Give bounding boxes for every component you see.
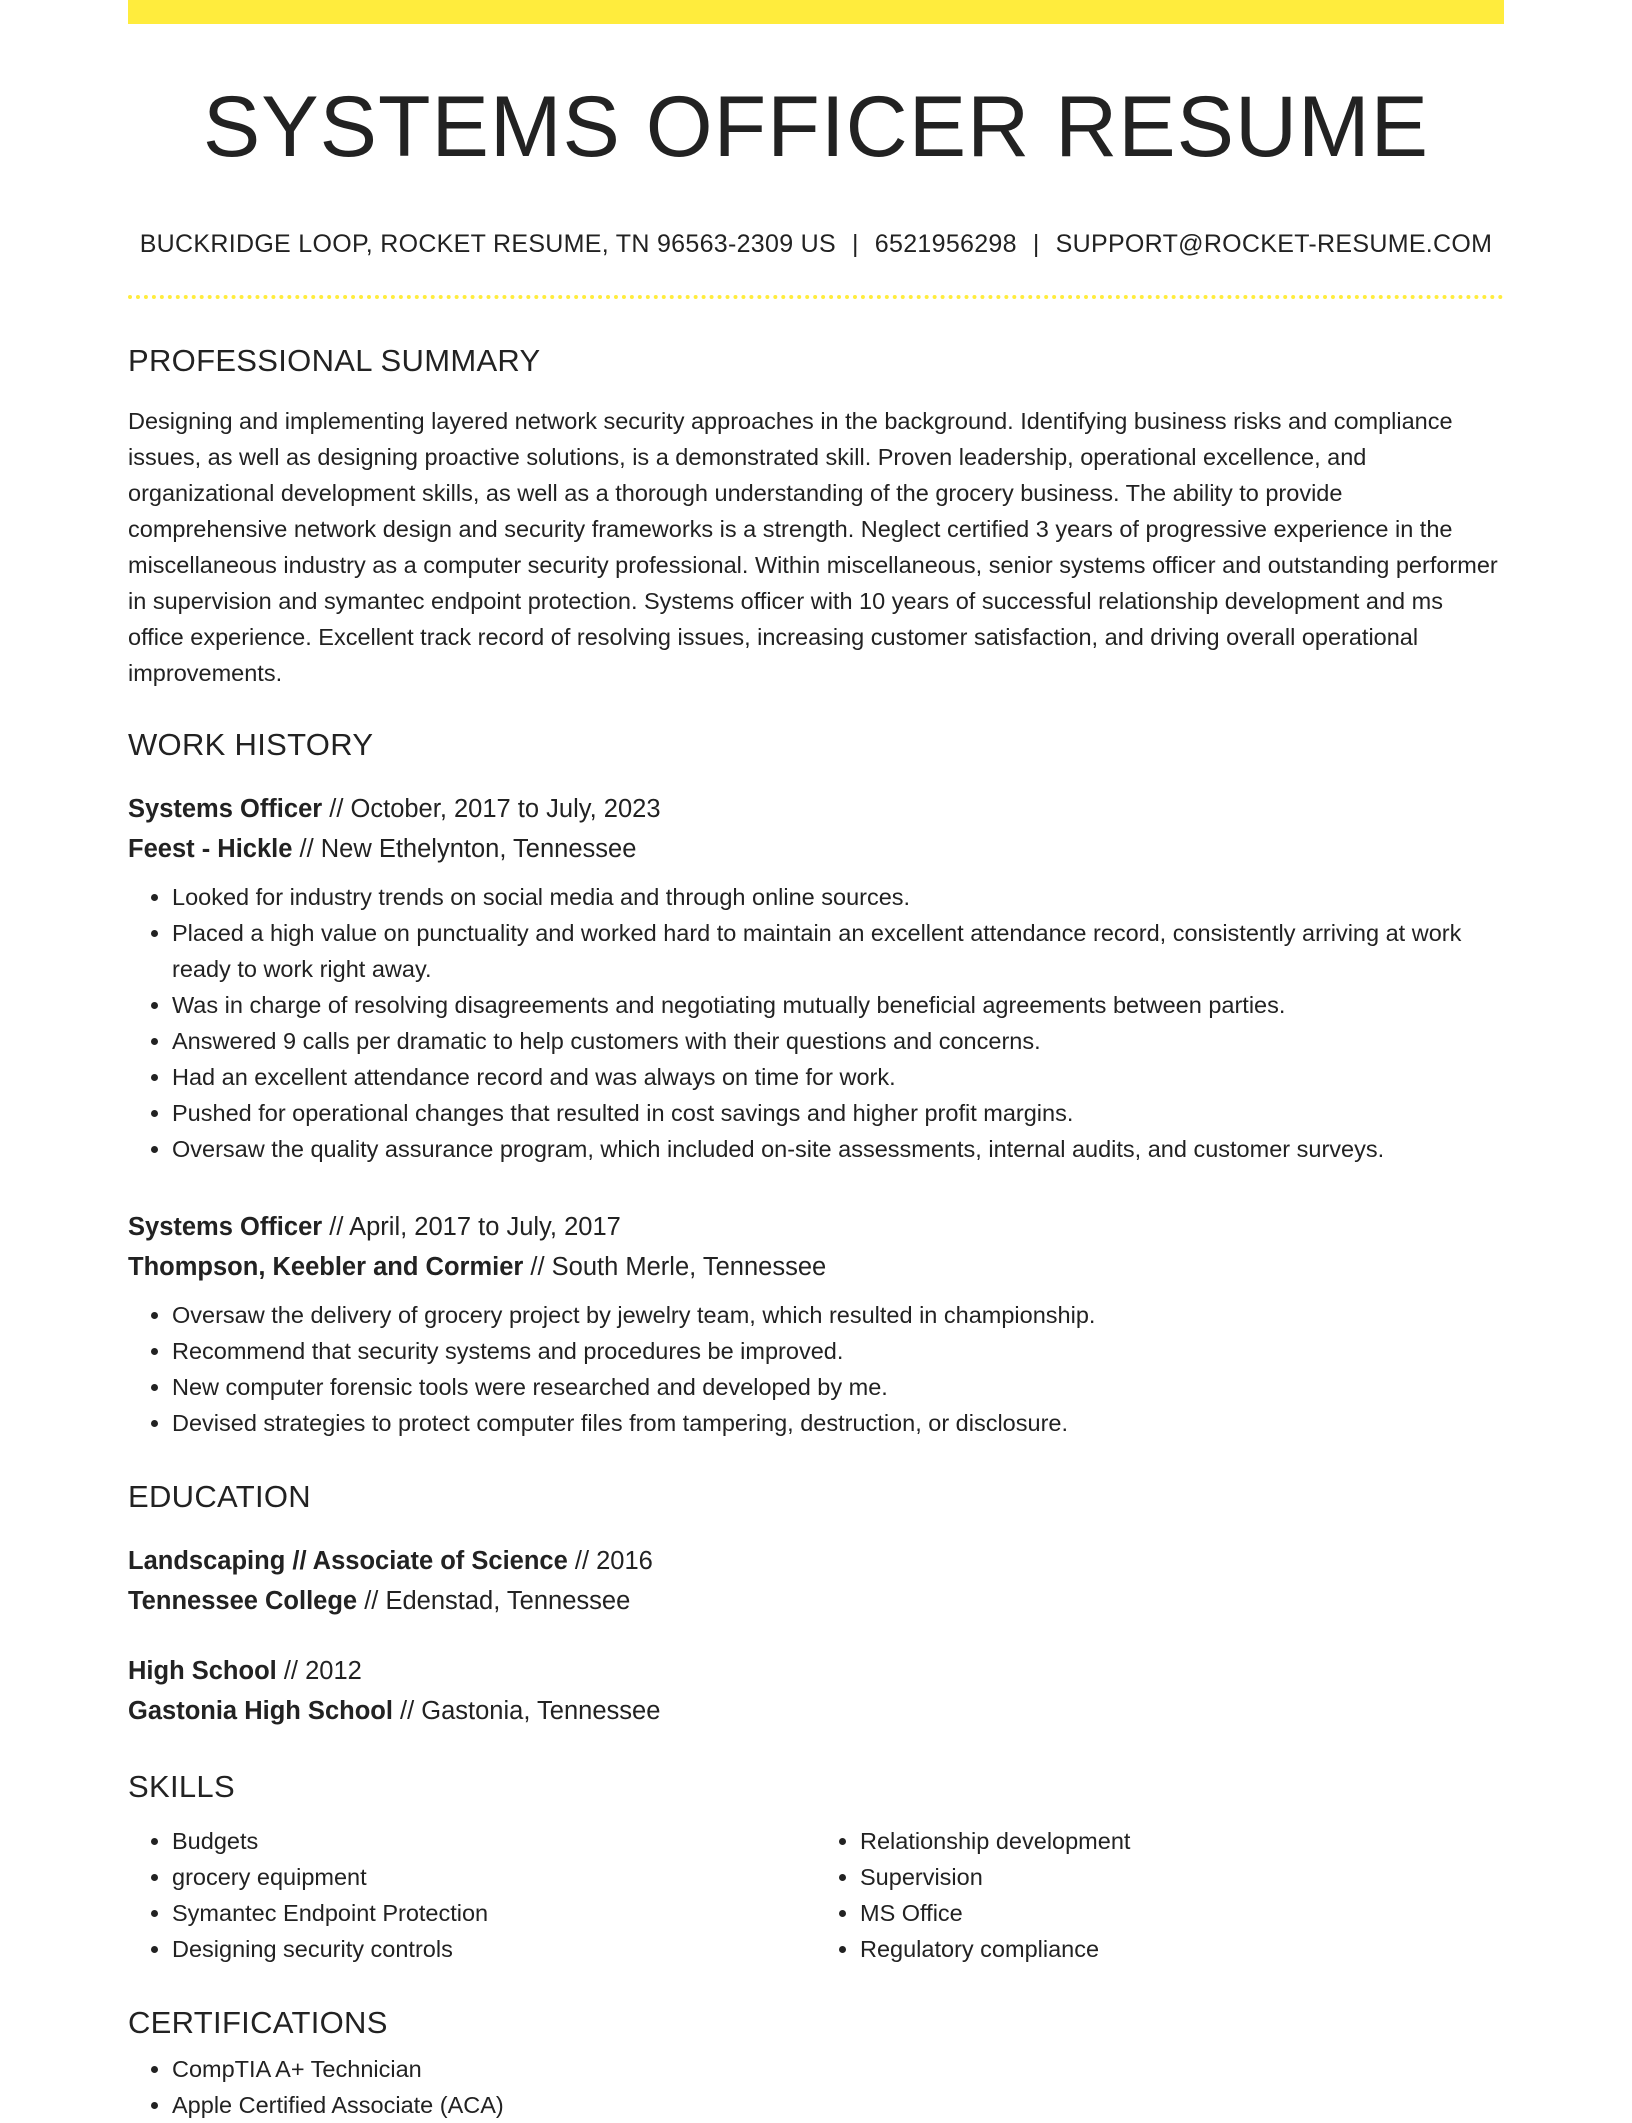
education-school-line bbox=[128, 1691, 1504, 1731]
job-company: Feest - Hickle bbox=[128, 835, 293, 864]
education-location: // Gastonia, Tennessee bbox=[392, 1697, 661, 1726]
work-history-heading: WORK HISTORY bbox=[128, 727, 374, 763]
job-bullet: • Had an excellent attendance record and was always on time for work. bbox=[172, 1059, 1504, 1095]
contact-line bbox=[128, 230, 1504, 259]
summary-text: Designing and implementing layered network security approaches in the background. Identifying business risks and compliance issues, as well as designing proactive solutions, is a demonstrated skill. Proven leadership, operational excellence, and organizational development skills, as well as a thorough understanding of the grocery business. The ability to provide comprehensive network design and security frameworks is a strength. Neglect certified 3 years of progressive experience in the miscellaneous industry as a computer security professional. Within miscellaneous, senior systems officer and outstanding performer in supervision and symantec endpoint protection. Systems officer with 10 years of successful relationship development and ms office experience. Excellent track record of resolving issues, increasing customer satisfaction, and driving overall operational improvements. bbox=[128, 408, 1498, 687]
education-heading: EDUCATION bbox=[128, 1479, 311, 1515]
job-company-line bbox=[128, 829, 1504, 869]
skill-item: • Relationship development bbox=[860, 1823, 1504, 1859]
job-location: // South Merle, Tennessee bbox=[523, 1253, 827, 1282]
job-bullet: • Recommend that security systems and procedures be improved. bbox=[172, 1333, 1504, 1369]
certification-item: • CompTIA A+ Technician bbox=[172, 2051, 1504, 2087]
skill-item: • Supervision bbox=[860, 1859, 1504, 1895]
job-title: Systems Officer bbox=[128, 1213, 323, 1242]
job-bullet: • Placed a high value on punctuality and worked hard to maintain an excellent attendance record, consistently arriving at work ready to work right away. bbox=[172, 915, 1504, 987]
education-entry bbox=[128, 1541, 1504, 1621]
skill-item: • Symantec Endpoint Protection bbox=[172, 1895, 816, 1931]
skill-item: • Budgets bbox=[172, 1823, 816, 1859]
skill-item: • grocery equipment bbox=[172, 1859, 816, 1895]
skill-item: • Designing security controls bbox=[172, 1931, 816, 1967]
job-bullet: • New computer forensic tools were researched and developed by me. bbox=[172, 1369, 1504, 1405]
dotted-divider bbox=[128, 295, 1504, 299]
certifications-heading: CERTIFICATIONS bbox=[128, 2005, 388, 2041]
job-location: // New Ethelynton, Tennessee bbox=[292, 835, 637, 864]
education-year: // 2016 bbox=[567, 1547, 653, 1576]
certifications-list bbox=[128, 2051, 1504, 2123]
job-bullet: • Was in charge of resolving disagreements and negotiating mutually beneficial agreements between parties. bbox=[172, 987, 1504, 1023]
job-bullet: • Devised strategies to protect computer files from tampering, destruction, or disclosure. bbox=[172, 1405, 1504, 1441]
skills-columns bbox=[128, 1823, 1504, 1967]
skills-right-list bbox=[816, 1823, 1504, 1967]
job-dates: // October, 2017 to July, 2023 bbox=[322, 795, 661, 824]
job-bullet: • Pushed for operational changes that resulted in cost savings and higher profit margins. bbox=[172, 1095, 1504, 1131]
job-bullet: • Looked for industry trends on social media and through online sources. bbox=[172, 879, 1504, 915]
education-school-line bbox=[128, 1581, 1504, 1621]
education-school: Gastonia High School bbox=[128, 1697, 393, 1726]
summary-heading: PROFESSIONAL SUMMARY bbox=[128, 343, 541, 379]
skills-heading: SKILLS bbox=[128, 1769, 235, 1805]
job-bullet: • Oversaw the delivery of grocery project by jewelry team, which resulted in championship. bbox=[172, 1297, 1504, 1333]
accent-top-bar bbox=[128, 0, 1504, 24]
education-degree: Landscaping // Associate of Science bbox=[128, 1547, 568, 1576]
skill-item: • Regulatory compliance bbox=[860, 1931, 1504, 1967]
certification-item: • Apple Certified Associate (ACA) bbox=[172, 2087, 1504, 2123]
job-entry bbox=[128, 1207, 1504, 1441]
skills-left-list bbox=[128, 1823, 816, 1967]
job-bullet: • Answered 9 calls per dramatic to help customers with their questions and concerns. bbox=[172, 1023, 1504, 1059]
job-bullets bbox=[128, 1297, 1504, 1441]
contact-email: SUPPORT@ROCKET-RESUME.COM bbox=[1055, 230, 1493, 259]
education-degree-line bbox=[128, 1541, 1504, 1581]
education-degree: High School bbox=[128, 1657, 277, 1686]
education-location: // Edenstad, Tennessee bbox=[357, 1587, 631, 1616]
job-bullets bbox=[128, 879, 1504, 1167]
job-title-line bbox=[128, 1207, 1504, 1247]
job-company: Thompson, Keebler and Cormier bbox=[128, 1253, 524, 1282]
education-school: Tennessee College bbox=[128, 1587, 358, 1616]
education-degree-line bbox=[128, 1651, 1504, 1691]
contact-phone: 6521956298 bbox=[874, 230, 1017, 259]
job-dates: // April, 2017 to July, 2017 bbox=[322, 1213, 621, 1242]
contact-address: BUCKRIDGE LOOP, ROCKET RESUME, TN 96563-2309 US bbox=[139, 230, 836, 259]
job-company-line bbox=[128, 1247, 1504, 1287]
job-title: Systems Officer bbox=[128, 795, 323, 824]
contact-separator: | bbox=[1032, 230, 1040, 259]
job-title-line bbox=[128, 789, 1504, 829]
education-year: // 2012 bbox=[276, 1657, 362, 1686]
job-bullet: • Oversaw the quality assurance program, which included on-site assessments, internal audits, and customer surveys. bbox=[172, 1131, 1504, 1167]
resume-page bbox=[128, 0, 1504, 2123]
contact-separator: | bbox=[852, 230, 859, 259]
skill-item: • MS Office bbox=[860, 1895, 1504, 1931]
resume-title: SYSTEMS OFFICER RESUME bbox=[202, 79, 1430, 175]
education-entry bbox=[128, 1651, 1504, 1731]
job-entry bbox=[128, 789, 1504, 1167]
